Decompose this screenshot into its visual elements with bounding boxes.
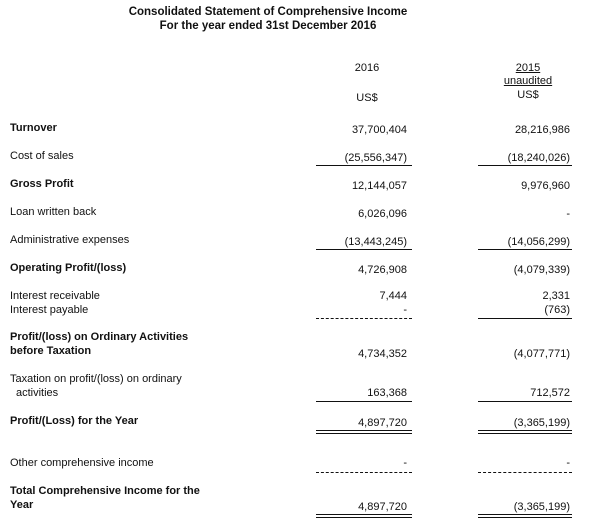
col-2015-note: unaudited (503, 75, 553, 87)
row-value-2016-interest-receivable: 7,444 (379, 290, 407, 302)
row-value-2016-other-comprehensive-income: - (403, 457, 407, 469)
row-value-2015-total-comprehensive-income: (3,365,199) (513, 501, 570, 513)
statement-subtitle: For the year ended 31st December 2016 (159, 20, 377, 32)
total-double-rule (316, 430, 412, 434)
row-label-loan-written-back: Loan written back (10, 206, 97, 218)
row-value-2015-loan-written-back: - (566, 208, 570, 220)
col-2015-year: 2015 (515, 62, 541, 74)
row-value-2015-operating-profit: (4,079,339) (513, 264, 570, 276)
row-value-2015-interest-payable: (763) (544, 304, 570, 316)
subtotal-rule (478, 401, 572, 402)
row-label-total-comprehensive-income-line1: Total Comprehensive Income for the (10, 485, 200, 497)
row-value-2015-cost-of-sales: (18,240,026) (507, 152, 570, 164)
row-label-interest-payable: Interest payable (10, 304, 89, 316)
row-value-2016-operating-profit: 4,726,908 (358, 264, 407, 276)
row-label-administrative-expenses: Administrative expenses (10, 234, 130, 246)
row-label-taxation-line1: Taxation on profit/(loss) on ordinary (10, 373, 182, 385)
subtotal-rule (316, 165, 412, 166)
col-2016-year: 2016 (354, 62, 380, 74)
col-2015-currency: US$ (517, 89, 539, 101)
row-label-taxation-line2: activities (16, 387, 59, 399)
subtotal-rule (316, 249, 412, 250)
subtotal-rule (478, 165, 572, 166)
row-value-2015-administrative-expenses: (14,056,299) (507, 236, 570, 248)
total-double-rule (478, 514, 572, 518)
total-double-rule (478, 430, 572, 434)
subtotal-rule (478, 318, 572, 319)
row-value-2015-profit-for-year: (3,365,199) (513, 417, 570, 429)
row-label-profit-for-year: Profit/(Loss) for the Year (10, 415, 139, 427)
subtotal-rule (478, 472, 572, 473)
row-value-2016-total-comprehensive-income: 4,897,720 (358, 501, 407, 513)
row-label-total-comprehensive-income-line2: Year (10, 499, 34, 511)
row-value-2016-turnover: 37,700,404 (351, 124, 407, 136)
row-label-interest-receivable: Interest receivable (10, 290, 100, 302)
row-value-2016-administrative-expenses: (13,443,245) (344, 236, 407, 248)
statement-title: Consolidated Statement of Comprehensive Income (128, 6, 408, 18)
row-value-2016-profit-before-tax: 4,734,352 (358, 348, 407, 360)
row-label-operating-profit: Operating Profit/(loss) (10, 262, 127, 274)
row-label-profit-before-tax-line2: before Taxation (10, 345, 92, 357)
row-value-2016-gross-profit: 12,144,057 (351, 180, 407, 192)
row-value-2016-profit-for-year: 4,897,720 (358, 417, 407, 429)
row-label-cost-of-sales: Cost of sales (10, 150, 74, 162)
row-value-2015-taxation: 712,572 (530, 387, 570, 399)
row-value-2016-loan-written-back: 6,026,096 (358, 208, 407, 220)
row-value-2015-profit-before-tax: (4,077,771) (513, 348, 570, 360)
row-value-2015-other-comprehensive-income: - (566, 457, 570, 469)
row-value-2016-taxation: 163,368 (367, 387, 407, 399)
row-label-turnover: Turnover (10, 122, 57, 134)
row-value-2015-interest-receivable: 2,331 (542, 290, 570, 302)
row-label-gross-profit: Gross Profit (10, 178, 74, 190)
subtotal-rule (478, 249, 572, 250)
row-label-profit-before-tax-line1: Profit/(loss) on Ordinary Activities (10, 331, 189, 343)
row-value-2016-cost-of-sales: (25,556,347) (344, 152, 407, 164)
row-value-2015-turnover: 28,216,986 (514, 124, 570, 136)
subtotal-rule (316, 472, 412, 473)
col-2016-currency: US$ (356, 92, 378, 104)
subtotal-rule (316, 318, 412, 319)
row-value-2016-interest-payable: - (403, 304, 407, 316)
row-label-other-comprehensive-income: Other comprehensive income (10, 457, 154, 469)
row-value-2015-gross-profit: 9,976,960 (521, 180, 570, 192)
total-double-rule (316, 514, 412, 518)
subtotal-rule (316, 401, 412, 402)
